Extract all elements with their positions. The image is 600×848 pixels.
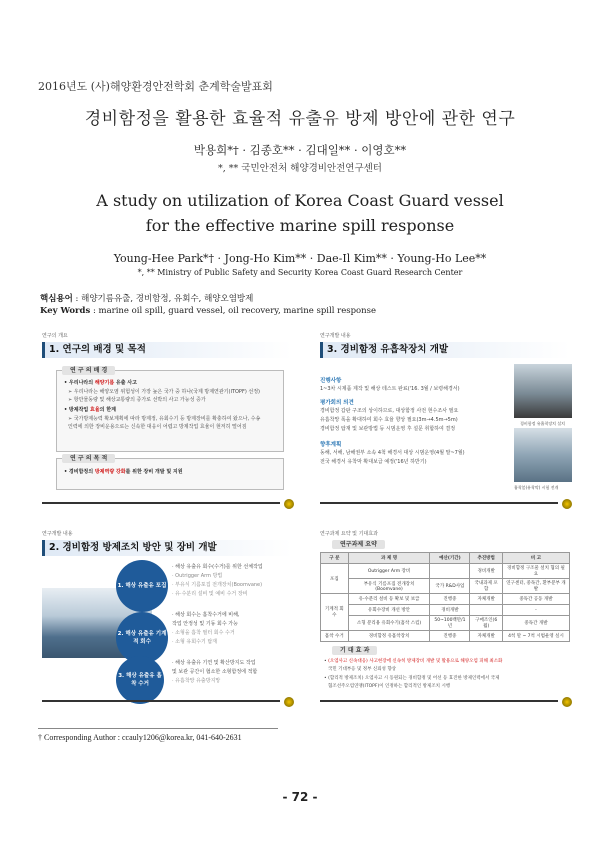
footnote: † Corresponding Author : ccauly1206@korea.kr, 041-640-2631: [38, 733, 242, 742]
bullet-text: ➢ 국가방제능력 확보계획에 따라 방제정, 유회수기 등 방제장비를 확충하여 왔으나, 수송: [68, 416, 261, 422]
emblem-icon: [562, 499, 572, 509]
table-cell: 유회수장비 개선 방안: [348, 605, 430, 616]
table-cell: 경비함정 구조물 설치 협의 필요: [502, 564, 569, 579]
effect-text-part: (합리적 방제조치) 오염사고 시 동원되는 경비함정 및 어선 등 효진한 방제인력에서 국제: [328, 676, 500, 681]
body-text: 전국 해경서 유착막 확대보급 예정('16년 하반기): [320, 459, 427, 465]
slide-heading: 1. 연구의 배경 및 목적: [42, 342, 292, 358]
table-cell: 구매조인(6월): [470, 616, 502, 631]
emblem-icon: [562, 697, 572, 707]
table-cell: 자체개발: [470, 594, 502, 605]
row-group: 포집: [321, 564, 349, 594]
slide-footer-line: [320, 502, 558, 504]
authors-english: Young-Hee Park*† · Jong-Ho Kim** · Dae-Il Kim** · Young-Ho Lee**: [113, 252, 487, 265]
step-text: · Outrigger Arm 방법: [172, 573, 223, 579]
bullet-text: • 우리나라의 해양기름 유출 사고: [64, 380, 137, 386]
table-header: 추진방법: [470, 553, 502, 564]
section-pill: 연 구 의 목 적: [62, 454, 115, 463]
step-text: · 해상 유출유 회수(수거)를 위한 선체작업: [172, 564, 263, 570]
slide-footer-line: [320, 700, 558, 702]
body-text: 1~3차 시제품 제작 및 해상 테스트 완료('16. 3월 / 보령해경서): [320, 386, 460, 392]
step-text: · 유·수분리 설비 및 예비 수거 장비: [172, 591, 248, 597]
effect-text: 협조선주오염연맹(ITOPF)이 인정하는 합리적인 방제조치 시행: [328, 684, 451, 689]
table-cell: 4척 말 ~ 7척 시범운영 실시: [502, 631, 569, 642]
conference-header: 2016년도 (사)해양환경안전학회 춘계학술발표회: [38, 80, 273, 93]
slide-tag: 연구과제 요약 및 기대효과: [320, 531, 378, 537]
step-circle: 2. 해상 유출유 기계적 회수: [116, 612, 168, 664]
body-text: 동해, 서해, 남해권부 소속 4척 해경서 대상 시범운영(4월 말~7월): [320, 450, 465, 456]
step-text: 작업 안정성 및 기동 회수 가능: [172, 621, 238, 627]
bullet-text: ➢ 항만물동량 및 해상교통량의 증가로 선박의 사고 가능성 증가: [68, 397, 206, 403]
page-number: - 72 -: [282, 790, 318, 804]
title-english-line2: for the effective marine spill response: [145, 216, 455, 235]
table-cell: -: [502, 605, 569, 616]
table-cell: 중독간 개발: [502, 616, 569, 631]
table-cell: 연구센터, 중독간, 환부분부 개발: [502, 579, 569, 594]
step-text: · 소형을 흡착 필터 회수 수거: [172, 630, 235, 636]
slide-background-purpose: [36, 330, 298, 510]
effect-text-part: (오염사고 신속대응) 사고현장에 신속히 방제장비 개발 및 활용으로 해양오염 피해 최소화: [328, 659, 503, 664]
summary-table: [320, 552, 570, 642]
section-pill: 연 구 의 배 경: [62, 366, 115, 375]
table-cell: 국내과제 포함: [470, 579, 502, 594]
table-row: [321, 594, 570, 605]
step-circle: 1. 해상 유출유 포집: [116, 560, 168, 612]
affiliation-korean: *, ** 국민안전처 해양경비안전연구센터: [218, 163, 382, 174]
table-cell: 중독간 공동 개발: [502, 594, 569, 605]
keywords-korean-text: : 해양기름유출, 경비함정, 유회수, 해양오염방제: [72, 294, 254, 304]
step-text: · 소형 유회수기 탑재: [172, 639, 217, 645]
table-row: [321, 579, 570, 594]
table-header: 과 제 명: [348, 553, 430, 564]
step-text: 및 보관 공간이 협소한 소형함정에 적합: [172, 669, 258, 675]
slide-summary-effects: [314, 528, 576, 708]
table-row: [321, 564, 570, 579]
table-cell: 경비개발: [470, 564, 502, 579]
subheading: 향후계획: [320, 442, 342, 448]
table-row: [321, 616, 570, 631]
table-row: [321, 605, 570, 616]
bullet-text: 인력에 의한 장비운용으로는 신속한 대응이 어렵고 방제작업 효율이 현저히 떨어짐: [68, 424, 247, 430]
body-text: 경비함정 탑재 및 보관방법 등 시범운영 후 설문 취합하여 결정: [320, 426, 456, 432]
table-cell: 경비함정 유흡착장치: [348, 631, 430, 642]
authors-korean: 박용희*† · 김종호** · 김대일** · 이영호**: [193, 143, 407, 157]
table-row: [321, 631, 570, 642]
step-text: · 부유식 기름포집 전개장치(Boomvane): [172, 582, 263, 588]
emblem-icon: [284, 499, 294, 509]
slide-oil-absorbent-device: [314, 330, 576, 510]
table-cell: [470, 605, 502, 616]
photo-boom-deployment: [514, 428, 572, 482]
effect-text: • (오염사고 신속대응) 사고현장에 신속히 방제장비 개발 및 활용으로 해양오염 피해 최소화: [324, 659, 503, 664]
keywords-english: [40, 306, 376, 316]
bullet-text: • 방제작업 효율의 한계: [64, 407, 116, 413]
table-cell: 부유식 기름포집 전개장치(Boomvane): [348, 579, 430, 594]
row-group: 기계적 회수: [321, 594, 349, 631]
table-cell: 유·수분리 설비 등 확보 및 보급: [348, 594, 430, 605]
footnote-divider: [38, 728, 278, 729]
table-cell: 국가 R&D사업: [430, 579, 470, 594]
step-text: · 유흡착망 유출방지망: [172, 678, 221, 684]
slide-heading: 2. 경비함정 방제조치 방안 및 장비 개발: [42, 540, 292, 556]
body-text: 유흡착망 폭을 확대하여 회수 효율 향상 필요(3m→4.5m→5m): [320, 417, 458, 423]
title-english-line1: A study on utilization of Korea Coast Guard vessel: [96, 191, 504, 210]
slide-footer-line: [42, 700, 280, 702]
step-text: · 해상 유출유 기연 및 확산방지도 작업: [172, 660, 256, 666]
affiliation-english: *, ** Ministry of Public Safety and Security Korea Coast Guard Research Center: [137, 268, 463, 277]
keywords-english-text: : marine oil spill, guard vessel, oil recovery, marine spill response: [90, 306, 377, 316]
effect-text: • (합리적 방제조치) 오염사고 시 동원되는 경비함정 및 어선 등 효진한 방제인력에서 국제: [324, 676, 500, 681]
subheading: 평가회의 의견: [320, 400, 354, 406]
keywords-korean: [40, 292, 253, 304]
photo-caption: 흡착붐(유착막) 시험 전개: [514, 485, 559, 490]
section-pill: 연구과제 요약: [332, 540, 385, 549]
step-text: · 해상 회수는 흡착수거에 비해,: [172, 612, 240, 618]
slide-response-measures: [36, 528, 298, 708]
row-group: 흡착 수거: [321, 631, 349, 642]
goal-text: • 경비함정의 방제역량 강화를 위한 장비 개발 및 지원: [64, 469, 183, 475]
slide-heading: 3. 경비함정 유흡착장치 개발: [320, 342, 570, 358]
table-header: 비 고: [502, 553, 569, 564]
photo-caption: 경비함정 유흡착장치 설치: [520, 421, 566, 426]
bullet-text: ➢ 우리나라는 해양오염 위험성이 가장 높은 국가 중 하나(국제 방제연관기(ITOPF) 선정): [68, 389, 260, 395]
effect-text: 국민 기대부응 및 정부 신뢰성 향상: [328, 667, 397, 672]
table-cell: Outrigger Arm 장비: [348, 564, 430, 579]
body-text: 경비함정 갑판 구조의 상이하므로, 대상함정 사전 현수조사 필요: [320, 408, 459, 414]
table-header: 예산(기간): [430, 553, 470, 564]
table-cell: 진행중: [430, 594, 470, 605]
table-cell: 소형 분리용 유회수기(흡착 스킴): [348, 616, 430, 631]
title-english: [0, 188, 600, 238]
table-header: 구 분: [321, 553, 349, 564]
title-korean: 경비함정을 활용한 효율적 유출유 방제 방안에 관한 연구: [84, 109, 516, 129]
table-cell: 50~100백만/1년: [430, 616, 470, 631]
slide-footer-line: [42, 502, 280, 504]
table-cell: [430, 564, 470, 579]
slide-tag: 연구개발 내용: [42, 531, 73, 537]
table-cell: 자체개발: [470, 631, 502, 642]
keywords-korean-label: 핵심용어: [40, 294, 73, 304]
photo-device-installed: [514, 364, 572, 418]
emblem-icon: [284, 697, 294, 707]
table-cell: 경비개발: [430, 605, 470, 616]
section-pill: 기 대 효 과: [332, 646, 377, 655]
keywords-english-label: Key Words: [40, 306, 91, 316]
table-cell: 진행중: [430, 631, 470, 642]
slide-tag: 연구개발 내용: [320, 333, 351, 339]
step-circle: 3. 해상 유출유 흡착 수거: [116, 656, 164, 704]
slide-tag: 연구의 개요: [42, 333, 68, 339]
subheading: 진행사항: [320, 378, 342, 384]
